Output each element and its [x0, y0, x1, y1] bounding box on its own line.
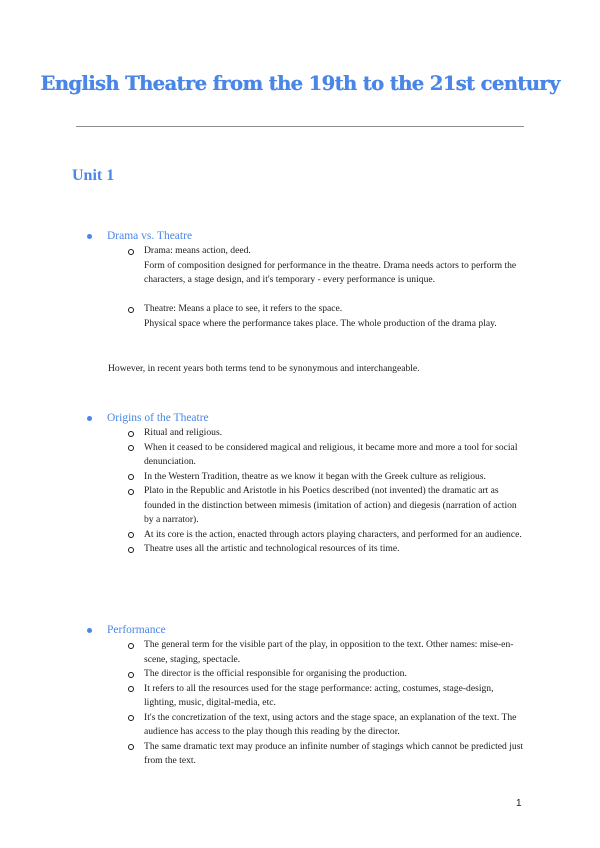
list-item-text: It's the concretization of the text, using actors and the stage space, an explanation of the text. The audience has access to the play though this reading by the director. [144, 711, 517, 737]
section-origins [86, 411, 526, 557]
section-drama-vs-theatre [86, 229, 526, 331]
circle-bullet-icon [128, 547, 134, 553]
bullet-icon [87, 416, 92, 421]
list-item [86, 638, 526, 667]
section-heading-text: Performance [107, 624, 166, 636]
unit-heading: Unit 1 [72, 167, 115, 184]
circle-bullet-icon [128, 715, 134, 721]
page-number: 1 [516, 798, 522, 809]
list-item-text: Ritual and religious. [144, 427, 223, 438]
list-item [86, 711, 526, 740]
list-item [86, 740, 526, 769]
list-item [86, 470, 526, 485]
list-item [86, 426, 526, 441]
bullet-icon [87, 234, 92, 239]
bullet-icon [87, 628, 92, 633]
section-heading [86, 229, 526, 244]
list-item-text: Plato in the Republic and Aristotle in his Poetics described (not invented) the dramatic art as founded in the distinction between mimesis (imitation of action) and diegesis (narration of action by a narrator). [144, 485, 517, 525]
list-item-text: The director is the official responsible for organising the production. [144, 668, 407, 679]
list-item [86, 302, 526, 331]
sub-list [86, 426, 526, 557]
list-item-text: Theatre: Means a place to see, it refers to the space. Physical space where the performance takes place. The whole production of the drama play. [144, 303, 497, 329]
list-item-text: Drama: means action, deed. Form of composition designed for performance in the theatre. Drama needs actors to perform the characters, a stage design, and it's temporary - every performance is unique. [144, 245, 517, 285]
list-item [86, 542, 526, 557]
list-item-text: In the Western Tradition, theatre as we know it began with the Greek culture as religious. [144, 470, 486, 482]
list-item [86, 484, 526, 528]
horizontal-rule [76, 126, 524, 127]
circle-bullet-icon [128, 744, 134, 750]
list-item-text: It refers to all the resources used for the stage performance: acting, costumes, stage-design, lighting, music, digital-media, etc. [144, 682, 494, 708]
circle-bullet-icon [128, 672, 134, 678]
circle-bullet-icon [128, 445, 134, 451]
list-item-text: Theatre uses all the artistic and technological resources of its time. [144, 543, 400, 554]
list-item [86, 682, 526, 711]
section-performance [86, 623, 526, 769]
circle-bullet-icon [128, 474, 134, 480]
sub-list [86, 244, 526, 331]
list-item [86, 528, 526, 543]
list-item [86, 244, 526, 302]
circle-bullet-icon [128, 431, 134, 437]
list-item-text: The general term for the visible part of the play, in opposition to the text. Other names: mise-en-scene, staging, spectacle. [144, 639, 514, 665]
section-heading [86, 623, 526, 638]
section-heading [86, 411, 526, 426]
document-title: English Theatre from the 19th to the 21st century [40, 72, 560, 95]
circle-bullet-icon [128, 249, 134, 255]
list-item [86, 441, 526, 470]
section-heading-text: Origins of the Theatre [107, 412, 209, 424]
list-item-text: At its core is the action, enacted through actors playing characters, and performed for an audience. [144, 528, 522, 540]
list-item [86, 667, 526, 682]
circle-bullet-icon [128, 532, 134, 538]
circle-bullet-icon [128, 489, 134, 495]
section-heading-text: Drama vs. Theatre [107, 230, 193, 242]
list-item-text: When it ceased to be considered magical and religious, it became more and more a tool for social denunciation. [144, 441, 518, 467]
circle-bullet-icon [128, 643, 134, 649]
note-paragraph: However, in recent years both terms tend to be synonymous and interchangeable. [108, 363, 420, 374]
circle-bullet-icon [128, 307, 134, 313]
circle-bullet-icon [128, 686, 134, 692]
list-item-text: The same dramatic text may produce an infinite number of stagings which cannot be predicted just from the text. [144, 740, 524, 766]
sub-list [86, 638, 526, 769]
